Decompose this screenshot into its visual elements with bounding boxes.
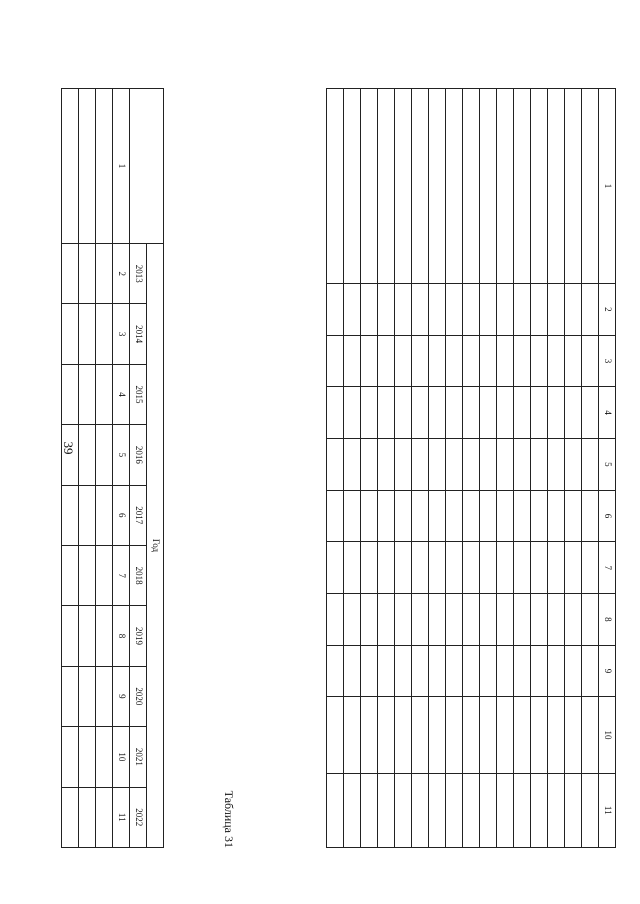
table-cell [361,490,378,542]
table-cell [531,284,548,336]
table-cell [429,594,446,646]
table-cell [514,284,531,336]
table-cell [548,645,565,697]
row-label [378,89,395,284]
table-cell [62,304,79,364]
table-1-colnum: 7 [599,542,616,594]
table-cell [514,697,531,773]
table-cell [395,594,412,646]
table-cell [446,490,463,542]
table-cell [412,697,429,773]
table-cell [480,439,497,491]
row-label [582,89,599,284]
table-1-colnum: 9 [599,645,616,697]
table-row [446,89,463,848]
table-cell [361,773,378,847]
table-cell [548,284,565,336]
table-cell [514,594,531,646]
table-cell [463,490,480,542]
table-row [463,89,480,848]
table-cell [79,787,96,847]
table-cell [497,439,514,491]
table-cell [497,594,514,646]
table-cell [361,387,378,439]
table-cell [565,773,582,847]
table-cell [497,284,514,336]
table-cell [62,666,79,726]
table-2-colnum: 10 [113,727,130,787]
table-cell [514,773,531,847]
table-cell [480,594,497,646]
table-cell [96,304,113,364]
table-cell [395,773,412,847]
table-cell [582,697,599,773]
row-label [429,89,446,284]
table-cell [96,425,113,485]
table-cell [497,387,514,439]
table-cell [62,364,79,424]
table-row [361,89,378,848]
table-cell [378,773,395,847]
table-cell [361,542,378,594]
table-cell [446,594,463,646]
table-cell [565,594,582,646]
table-row [531,89,548,848]
table-cell [463,335,480,387]
table-cell [565,490,582,542]
table-cell [378,594,395,646]
table-cell [395,490,412,542]
table-row [96,89,113,848]
table-1 [326,88,616,848]
row-label [361,89,378,284]
table-cell [361,284,378,336]
table-cell [429,697,446,773]
table-1-colnum: 10 [599,697,616,773]
table-cell [548,542,565,594]
table-cell [344,335,361,387]
table-2-body [62,89,113,848]
table-cell [378,697,395,773]
table-cell [395,439,412,491]
table-cell [361,645,378,697]
table-cell [62,425,79,485]
table-cell [565,335,582,387]
table-cell [395,284,412,336]
table-cell [582,773,599,847]
table-cell [446,284,463,336]
table-cell [344,773,361,847]
table-2-year: 2016 [130,425,147,485]
table-cell [548,387,565,439]
table-row [582,89,599,848]
table-cell [514,335,531,387]
table-cell [344,439,361,491]
table-cell [531,542,548,594]
table-2-colnum: 9 [113,666,130,726]
table-row [565,89,582,848]
table-cell [378,645,395,697]
table-1-header-row [599,89,616,848]
table-2 [61,88,164,848]
table-cell [548,335,565,387]
table-cell [344,542,361,594]
table-2-year: 2014 [130,304,147,364]
table-cell [96,727,113,787]
table-cell [463,594,480,646]
table-cell [378,284,395,336]
table-cell [548,490,565,542]
table-cell [446,773,463,847]
row-label [62,89,79,244]
table-row [378,89,395,848]
table-cell [548,773,565,847]
table-cell [395,387,412,439]
table-row [548,89,565,848]
table-cell [548,697,565,773]
table-2-year: 2020 [130,666,147,726]
table-cell [429,773,446,847]
table-2-colnum: 7 [113,545,130,605]
table-2-colnum-row [113,89,130,848]
table-1-colnum: 3 [599,335,616,387]
table-cell [463,697,480,773]
table-cell [412,542,429,594]
table-cell [446,645,463,697]
table-number: Таблица 31 [222,790,236,848]
table-row [497,89,514,848]
table-cell [344,284,361,336]
table-cell [412,387,429,439]
table-cell [429,542,446,594]
table-cell [79,425,96,485]
table-cell [582,594,599,646]
table-cell [514,645,531,697]
row-label [395,89,412,284]
page-number: 39 [61,441,76,455]
table-cell [344,387,361,439]
table-cell [480,387,497,439]
table-cell [378,387,395,439]
table-cell [514,490,531,542]
table-cell [395,542,412,594]
table-cell [412,335,429,387]
table-cell [429,284,446,336]
table-cell [582,490,599,542]
table-cell [497,697,514,773]
table-2-colnum: 2 [113,244,130,304]
row-label [344,89,361,284]
table-cell [497,542,514,594]
table-cell [480,645,497,697]
table-cell [96,606,113,666]
table-cell [96,787,113,847]
table-2-header-group: Год [147,244,164,848]
table-cell [548,594,565,646]
table-2-year: 2022 [130,787,147,847]
table-cell [79,606,96,666]
row-label [446,89,463,284]
table-cell [565,645,582,697]
table-cell [531,335,548,387]
table-cell [480,773,497,847]
table-cell [79,304,96,364]
table-cell [395,645,412,697]
table-cell [429,645,446,697]
table-cell [96,545,113,605]
table-2-year: 2015 [130,364,147,424]
table-cell [429,490,446,542]
table-cell [565,439,582,491]
table-cell [378,542,395,594]
table-cell [412,645,429,697]
table-cell [531,645,548,697]
table-cell [378,335,395,387]
table-cell [463,773,480,847]
table-cell [514,542,531,594]
table-1-colnum: 5 [599,439,616,491]
table-cell [531,773,548,847]
table-cell [412,490,429,542]
table-cell [429,387,446,439]
row-label [480,89,497,284]
table-cell [463,439,480,491]
table-row [514,89,531,848]
row-label [565,89,582,284]
table-1-colnum: 4 [599,387,616,439]
table-1-colnum: 11 [599,773,616,847]
table-cell [531,490,548,542]
table-cell [395,697,412,773]
table-cell [378,490,395,542]
table-2-header-col [130,89,164,244]
table-cell [429,335,446,387]
table-cell [582,284,599,336]
row-label [463,89,480,284]
table-cell [62,244,79,304]
table-cell [96,485,113,545]
table-cell [96,666,113,726]
table-cell [514,387,531,439]
table-1-body [327,89,599,848]
table-cell [361,697,378,773]
table-cell [565,284,582,336]
table-2-colnum: 11 [113,787,130,847]
table-cell [361,594,378,646]
table-cell [412,594,429,646]
table-cell [480,284,497,336]
table-cell [62,545,79,605]
rotated-page-content [96,88,616,848]
row-label [79,89,96,244]
table-cell [446,697,463,773]
table-cell [344,697,361,773]
table-2-colnum: 4 [113,364,130,424]
table-cell [79,485,96,545]
table-cell [79,545,96,605]
table-cell [497,773,514,847]
table-cell [96,364,113,424]
paragraph [254,88,344,848]
table-cell [480,490,497,542]
table-cell [62,606,79,666]
table-cell [463,284,480,336]
table-2-year: 2018 [130,545,147,605]
table-cell [79,244,96,304]
table-row [480,89,497,848]
table-cell [565,542,582,594]
table-cell [463,387,480,439]
table-cell [531,387,548,439]
table-cell [497,645,514,697]
table-1-colnum: 8 [599,594,616,646]
table-cell [412,439,429,491]
table-cell [79,727,96,787]
table-cell [548,439,565,491]
table-cell [96,244,113,304]
table-1-colnum: 2 [599,284,616,336]
table-cell [344,645,361,697]
table-cell [412,773,429,847]
table-cell [79,364,96,424]
row-label [514,89,531,284]
table-cell [361,439,378,491]
table-cell [582,387,599,439]
table-cell [531,439,548,491]
table-2-colnum: 8 [113,606,130,666]
table-1-colnum: 1 [599,89,616,284]
table-cell [62,485,79,545]
table-cell [429,439,446,491]
row-label [531,89,548,284]
table-2-colnum: 1 [113,89,130,244]
row-label [548,89,565,284]
table-cell [446,542,463,594]
row-label [497,89,514,284]
table-row [344,89,361,848]
table-cell [565,387,582,439]
table-cell [344,490,361,542]
table-cell [463,542,480,594]
table-2-year: 2021 [130,727,147,787]
table-cell [582,439,599,491]
table-2-colnum: 6 [113,485,130,545]
table-row [62,89,79,848]
table-cell [79,666,96,726]
table-row [395,89,412,848]
table-1-colnum: 6 [599,490,616,542]
table-2-colnum: 3 [113,304,130,364]
table-cell [395,335,412,387]
table-cell [62,727,79,787]
table-cell [480,697,497,773]
row-label [412,89,429,284]
table-row [79,89,96,848]
table-2-year: 2013 [130,244,147,304]
table-2-year: 2019 [130,606,147,666]
table-cell [378,439,395,491]
table-2-header-row-1 [147,89,164,848]
table-cell [62,787,79,847]
table-cell [497,490,514,542]
table-cell [412,284,429,336]
table-cell [582,335,599,387]
table-row [429,89,446,848]
table-cell [480,542,497,594]
row-label [96,89,113,244]
table-cell [361,335,378,387]
table-cell [463,645,480,697]
table-cell [446,387,463,439]
table-2-colnum: 5 [113,425,130,485]
table-cell [344,594,361,646]
table-cell [531,594,548,646]
table-cell [514,439,531,491]
table-cell [582,645,599,697]
table-2-year: 2017 [130,485,147,545]
table-cell [480,335,497,387]
table-cell [497,335,514,387]
table-row [412,89,429,848]
table-cell [446,439,463,491]
table-cell [531,697,548,773]
table-cell [582,542,599,594]
table-cell [565,697,582,773]
table-cell [446,335,463,387]
